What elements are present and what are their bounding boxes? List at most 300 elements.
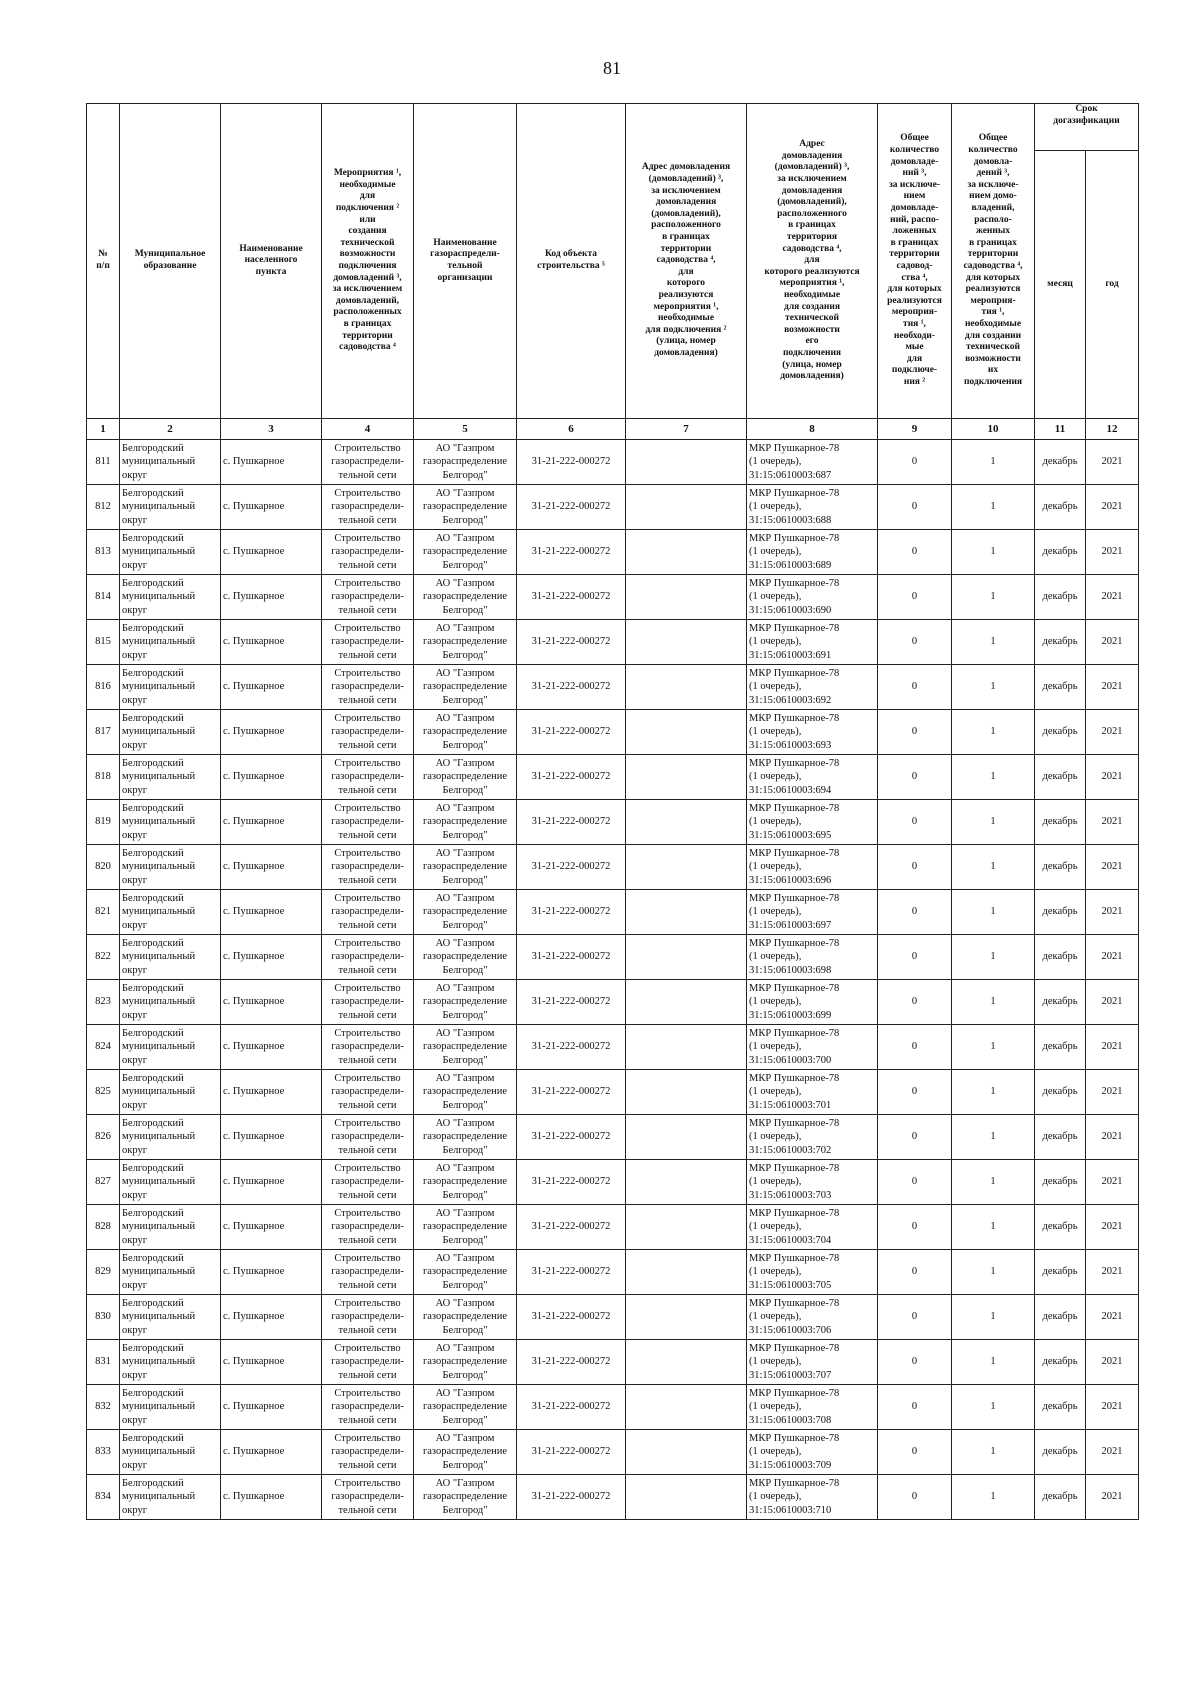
cell-year: 2021 bbox=[1086, 845, 1139, 890]
cell-measures: Строительство газораспредели- тельной сети bbox=[322, 575, 414, 620]
header-municipality: Муниципальное образование bbox=[120, 104, 221, 419]
cell-address-connection bbox=[626, 1250, 747, 1295]
cell-row-number: 817 bbox=[87, 710, 120, 755]
cell-count-connection: 0 bbox=[878, 755, 952, 800]
cell-settlement: с. Пушкарное bbox=[221, 1385, 322, 1430]
cell-organization: АО "Газпром газораспределение Белгород" bbox=[414, 845, 517, 890]
cell-organization: АО "Газпром газораспределение Белгород" bbox=[414, 755, 517, 800]
cell-organization: АО "Газпром газораспределение Белгород" bbox=[414, 1385, 517, 1430]
cell-object-code: 31-21-222-000272 bbox=[517, 800, 626, 845]
cell-row-number: 829 bbox=[87, 1250, 120, 1295]
cell-object-code: 31-21-222-000272 bbox=[517, 1025, 626, 1070]
cell-municipality: Белгородский муниципальный округ bbox=[120, 1115, 221, 1160]
cell-year: 2021 bbox=[1086, 530, 1139, 575]
cell-address-connection bbox=[626, 1025, 747, 1070]
cell-year: 2021 bbox=[1086, 1205, 1139, 1250]
cell-address-technical: МКР Пушкарное-78 (1 очередь), 31:15:0610003:697 bbox=[747, 890, 878, 935]
cell-year: 2021 bbox=[1086, 1430, 1139, 1475]
cell-address-technical: МКР Пушкарное-78 (1 очередь), 31:15:0610003:693 bbox=[747, 710, 878, 755]
cell-object-code: 31-21-222-000272 bbox=[517, 665, 626, 710]
cell-year: 2021 bbox=[1086, 485, 1139, 530]
cell-organization: АО "Газпром газораспределение Белгород" bbox=[414, 1025, 517, 1070]
cell-measures: Строительство газораспредели- тельной сети bbox=[322, 1385, 414, 1430]
cell-organization: АО "Газпром газораспределение Белгород" bbox=[414, 1340, 517, 1385]
cell-year: 2021 bbox=[1086, 620, 1139, 665]
cell-settlement: с. Пушкарное bbox=[221, 575, 322, 620]
column-number: 5 bbox=[414, 419, 517, 440]
page-number: 81 bbox=[603, 58, 621, 78]
cell-organization: АО "Газпром газораспределение Белгород" bbox=[414, 980, 517, 1025]
table-row bbox=[87, 1475, 1139, 1520]
cell-count-technical: 1 bbox=[952, 665, 1035, 710]
table-row bbox=[87, 1160, 1139, 1205]
cell-object-code: 31-21-222-000272 bbox=[517, 845, 626, 890]
cell-object-code: 31-21-222-000272 bbox=[517, 1070, 626, 1115]
cell-address-connection bbox=[626, 980, 747, 1025]
cell-municipality: Белгородский муниципальный округ bbox=[120, 980, 221, 1025]
cell-year: 2021 bbox=[1086, 1160, 1139, 1205]
cell-row-number: 823 bbox=[87, 980, 120, 1025]
cell-row-number: 811 bbox=[87, 440, 120, 485]
cell-settlement: с. Пушкарное bbox=[221, 1250, 322, 1295]
cell-month: декабрь bbox=[1035, 1205, 1086, 1250]
cell-address-connection bbox=[626, 1115, 747, 1160]
cell-row-number: 819 bbox=[87, 800, 120, 845]
cell-object-code: 31-21-222-000272 bbox=[517, 440, 626, 485]
table-row bbox=[87, 1295, 1139, 1340]
cell-municipality: Белгородский муниципальный округ bbox=[120, 800, 221, 845]
cell-count-technical: 1 bbox=[952, 1115, 1035, 1160]
cell-year: 2021 bbox=[1086, 980, 1139, 1025]
cell-settlement: с. Пушкарное bbox=[221, 1475, 322, 1520]
cell-year: 2021 bbox=[1086, 1070, 1139, 1115]
cell-row-number: 825 bbox=[87, 1070, 120, 1115]
header-month: месяц bbox=[1035, 151, 1086, 419]
column-number: 8 bbox=[747, 419, 878, 440]
cell-municipality: Белгородский муниципальный округ bbox=[120, 440, 221, 485]
cell-organization: АО "Газпром газораспределение Белгород" bbox=[414, 665, 517, 710]
cell-count-technical: 1 bbox=[952, 1295, 1035, 1340]
cell-row-number: 832 bbox=[87, 1385, 120, 1430]
cell-settlement: с. Пушкарное bbox=[221, 620, 322, 665]
cell-measures: Строительство газораспредели- тельной сети bbox=[322, 1070, 414, 1115]
header-count-connection: Общее количество домовладе- ний ³, за исключе- нием домовладе- ний, распо- ложенных в границах территории садовод- ства ⁴, для которых реализуются мероприя- тия ¹, необходи- мые для подключе- ния ² bbox=[878, 104, 952, 419]
header-address-connection: Адрес домовладения (домовладений) ³, за исключением домовладения (домовладений), расположенного в границах территории садоводства ⁴, для которого реализуются мероприятия ¹, необходимые для подключения ² (улица, номер домовладения) bbox=[626, 104, 747, 419]
column-number: 6 bbox=[517, 419, 626, 440]
cell-count-technical: 1 bbox=[952, 440, 1035, 485]
cell-municipality: Белгородский муниципальный округ bbox=[120, 1295, 221, 1340]
cell-row-number: 812 bbox=[87, 485, 120, 530]
cell-object-code: 31-21-222-000272 bbox=[517, 485, 626, 530]
table-row bbox=[87, 485, 1139, 530]
header-organization: Наименование газораспредели- тельной организации bbox=[414, 104, 517, 419]
cell-count-technical: 1 bbox=[952, 1340, 1035, 1385]
cell-address-technical: МКР Пушкарное-78 (1 очередь), 31:15:0610003:696 bbox=[747, 845, 878, 890]
cell-count-connection: 0 bbox=[878, 1430, 952, 1475]
cell-address-connection bbox=[626, 485, 747, 530]
cell-count-technical: 1 bbox=[952, 575, 1035, 620]
cell-count-connection: 0 bbox=[878, 980, 952, 1025]
cell-organization: АО "Газпром газораспределение Белгород" bbox=[414, 620, 517, 665]
cell-municipality: Белгородский муниципальный округ bbox=[120, 665, 221, 710]
cell-measures: Строительство газораспредели- тельной сети bbox=[322, 845, 414, 890]
cell-month: декабрь bbox=[1035, 800, 1086, 845]
cell-municipality: Белгородский муниципальный округ bbox=[120, 1250, 221, 1295]
cell-address-technical: МКР Пушкарное-78 (1 очередь), 31:15:0610003:690 bbox=[747, 575, 878, 620]
cell-address-connection bbox=[626, 800, 747, 845]
cell-address-technical: МКР Пушкарное-78 (1 очередь), 31:15:0610003:709 bbox=[747, 1430, 878, 1475]
column-numbers-row bbox=[87, 419, 1139, 440]
cell-address-connection bbox=[626, 1430, 747, 1475]
cell-measures: Строительство газораспредели- тельной сети bbox=[322, 1250, 414, 1295]
cell-year: 2021 bbox=[1086, 665, 1139, 710]
cell-count-connection: 0 bbox=[878, 1205, 952, 1250]
cell-count-connection: 0 bbox=[878, 1070, 952, 1115]
cell-count-connection: 0 bbox=[878, 890, 952, 935]
cell-municipality: Белгородский муниципальный округ bbox=[120, 1340, 221, 1385]
table-row bbox=[87, 845, 1139, 890]
gasification-table bbox=[86, 103, 1139, 1520]
cell-month: декабрь bbox=[1035, 1430, 1086, 1475]
cell-count-technical: 1 bbox=[952, 755, 1035, 800]
cell-municipality: Белгородский муниципальный округ bbox=[120, 1430, 221, 1475]
cell-settlement: с. Пушкарное bbox=[221, 755, 322, 800]
cell-organization: АО "Газпром газораспределение Белгород" bbox=[414, 1115, 517, 1160]
cell-object-code: 31-21-222-000272 bbox=[517, 1340, 626, 1385]
column-number: 10 bbox=[952, 419, 1035, 440]
cell-count-connection: 0 bbox=[878, 530, 952, 575]
cell-row-number: 818 bbox=[87, 755, 120, 800]
cell-count-connection: 0 bbox=[878, 800, 952, 845]
table-row bbox=[87, 665, 1139, 710]
cell-address-technical: МКР Пушкарное-78 (1 очередь), 31:15:0610003:706 bbox=[747, 1295, 878, 1340]
cell-object-code: 31-21-222-000272 bbox=[517, 1475, 626, 1520]
cell-count-technical: 1 bbox=[952, 1205, 1035, 1250]
cell-address-technical: МКР Пушкарное-78 (1 очередь), 31:15:0610003:694 bbox=[747, 755, 878, 800]
cell-organization: АО "Газпром газораспределение Белгород" bbox=[414, 485, 517, 530]
cell-measures: Строительство газораспредели- тельной сети bbox=[322, 1115, 414, 1160]
cell-measures: Строительство газораспредели- тельной сети bbox=[322, 1025, 414, 1070]
table-row bbox=[87, 440, 1139, 485]
cell-row-number: 831 bbox=[87, 1340, 120, 1385]
cell-object-code: 31-21-222-000272 bbox=[517, 1115, 626, 1160]
cell-organization: АО "Газпром газораспределение Белгород" bbox=[414, 1295, 517, 1340]
cell-count-connection: 0 bbox=[878, 485, 952, 530]
cell-year: 2021 bbox=[1086, 1340, 1139, 1385]
header-measures: Мероприятия ¹, необходимые для подключения ² или создания технической возможности подключения домовладений ³, за исключением домовладений, расположенных в границах территории садоводства ⁴ bbox=[322, 104, 414, 419]
cell-object-code: 31-21-222-000272 bbox=[517, 710, 626, 755]
column-number: 3 bbox=[221, 419, 322, 440]
cell-month: декабрь bbox=[1035, 935, 1086, 980]
cell-municipality: Белгородский муниципальный округ bbox=[120, 1385, 221, 1430]
cell-count-technical: 1 bbox=[952, 710, 1035, 755]
cell-address-connection bbox=[626, 665, 747, 710]
cell-organization: АО "Газпром газораспределение Белгород" bbox=[414, 1430, 517, 1475]
cell-month: декабрь bbox=[1035, 575, 1086, 620]
cell-measures: Строительство газораспредели- тельной сети bbox=[322, 620, 414, 665]
cell-municipality: Белгородский муниципальный округ bbox=[120, 755, 221, 800]
cell-address-connection bbox=[626, 575, 747, 620]
cell-organization: АО "Газпром газораспределение Белгород" bbox=[414, 1205, 517, 1250]
cell-settlement: с. Пушкарное bbox=[221, 530, 322, 575]
cell-address-technical: МКР Пушкарное-78 (1 очередь), 31:15:0610003:687 bbox=[747, 440, 878, 485]
cell-measures: Строительство газораспредели- тельной сети bbox=[322, 980, 414, 1025]
cell-count-connection: 0 bbox=[878, 1115, 952, 1160]
table-row bbox=[87, 620, 1139, 665]
column-number: 7 bbox=[626, 419, 747, 440]
column-number: 12 bbox=[1086, 419, 1139, 440]
cell-count-technical: 1 bbox=[952, 1250, 1035, 1295]
cell-municipality: Белгородский муниципальный округ bbox=[120, 1475, 221, 1520]
column-number: 1 bbox=[87, 419, 120, 440]
header-settlement: Наименование населенного пункта bbox=[221, 104, 322, 419]
cell-row-number: 830 bbox=[87, 1295, 120, 1340]
cell-organization: АО "Газпром газораспределение Белгород" bbox=[414, 440, 517, 485]
cell-count-connection: 0 bbox=[878, 1295, 952, 1340]
cell-row-number: 820 bbox=[87, 845, 120, 890]
table-row bbox=[87, 1115, 1139, 1160]
cell-address-connection bbox=[626, 620, 747, 665]
cell-measures: Строительство газораспредели- тельной сети bbox=[322, 665, 414, 710]
cell-month: декабрь bbox=[1035, 845, 1086, 890]
cell-address-connection bbox=[626, 1385, 747, 1430]
cell-settlement: с. Пушкарное bbox=[221, 710, 322, 755]
cell-count-connection: 0 bbox=[878, 710, 952, 755]
cell-settlement: с. Пушкарное bbox=[221, 845, 322, 890]
cell-address-technical: МКР Пушкарное-78 (1 очередь), 31:15:0610003:699 bbox=[747, 980, 878, 1025]
cell-address-technical: МКР Пушкарное-78 (1 очередь), 31:15:0610003:689 bbox=[747, 530, 878, 575]
cell-month: декабрь bbox=[1035, 1475, 1086, 1520]
cell-count-connection: 0 bbox=[878, 620, 952, 665]
cell-count-technical: 1 bbox=[952, 620, 1035, 665]
cell-month: декабрь bbox=[1035, 755, 1086, 800]
cell-address-connection bbox=[626, 1475, 747, 1520]
cell-municipality: Белгородский муниципальный округ bbox=[120, 575, 221, 620]
cell-count-connection: 0 bbox=[878, 1160, 952, 1205]
cell-address-technical: МКР Пушкарное-78 (1 очередь), 31:15:0610003:691 bbox=[747, 620, 878, 665]
cell-address-connection bbox=[626, 1160, 747, 1205]
cell-count-technical: 1 bbox=[952, 845, 1035, 890]
cell-count-technical: 1 bbox=[952, 890, 1035, 935]
cell-count-connection: 0 bbox=[878, 1025, 952, 1070]
cell-address-technical: МКР Пушкарное-78 (1 очередь), 31:15:0610003:705 bbox=[747, 1250, 878, 1295]
cell-row-number: 834 bbox=[87, 1475, 120, 1520]
cell-address-technical: МКР Пушкарное-78 (1 очередь), 31:15:0610003:710 bbox=[747, 1475, 878, 1520]
cell-settlement: с. Пушкарное bbox=[221, 1070, 322, 1115]
column-number: 9 bbox=[878, 419, 952, 440]
cell-row-number: 824 bbox=[87, 1025, 120, 1070]
cell-month: декабрь bbox=[1035, 1025, 1086, 1070]
cell-count-connection: 0 bbox=[878, 935, 952, 980]
table-row bbox=[87, 1340, 1139, 1385]
table-row bbox=[87, 1385, 1139, 1430]
header-count-technical: Общее количество домовла- дений ³, за исключе- нием домо- владений, располо- женных в границах территории садоводства ⁴, для которых реализуются мероприя- тия ¹, необходимые для создании технической возможности их подключения bbox=[952, 104, 1035, 419]
table-row bbox=[87, 1025, 1139, 1070]
cell-municipality: Белгородский муниципальный округ bbox=[120, 845, 221, 890]
cell-address-technical: МКР Пушкарное-78 (1 очередь), 31:15:0610003:698 bbox=[747, 935, 878, 980]
cell-year: 2021 bbox=[1086, 1475, 1139, 1520]
header-number: № п/п bbox=[87, 104, 120, 419]
cell-year: 2021 bbox=[1086, 755, 1139, 800]
cell-row-number: 833 bbox=[87, 1430, 120, 1475]
cell-count-technical: 1 bbox=[952, 1160, 1035, 1205]
cell-count-connection: 0 bbox=[878, 1385, 952, 1430]
table-body bbox=[87, 440, 1139, 1520]
cell-row-number: 816 bbox=[87, 665, 120, 710]
cell-month: декабрь bbox=[1035, 440, 1086, 485]
cell-address-connection bbox=[626, 755, 747, 800]
cell-measures: Строительство газораспредели- тельной сети bbox=[322, 440, 414, 485]
cell-address-technical: МКР Пушкарное-78 (1 очередь), 31:15:0610003:703 bbox=[747, 1160, 878, 1205]
cell-object-code: 31-21-222-000272 bbox=[517, 1295, 626, 1340]
cell-measures: Строительство газораспредели- тельной сети bbox=[322, 1340, 414, 1385]
cell-month: декабрь bbox=[1035, 530, 1086, 575]
cell-address-connection bbox=[626, 530, 747, 575]
cell-object-code: 31-21-222-000272 bbox=[517, 1430, 626, 1475]
cell-settlement: с. Пушкарное bbox=[221, 1115, 322, 1160]
cell-count-connection: 0 bbox=[878, 1250, 952, 1295]
table-row bbox=[87, 1205, 1139, 1250]
header-deadline-group: Срок догазификации bbox=[1035, 104, 1139, 151]
cell-municipality: Белгородский муниципальный округ bbox=[120, 1025, 221, 1070]
cell-municipality: Белгородский муниципальный округ bbox=[120, 530, 221, 575]
cell-address-connection bbox=[626, 710, 747, 755]
cell-object-code: 31-21-222-000272 bbox=[517, 575, 626, 620]
cell-year: 2021 bbox=[1086, 1025, 1139, 1070]
cell-month: декабрь bbox=[1035, 1160, 1086, 1205]
cell-year: 2021 bbox=[1086, 440, 1139, 485]
table-row bbox=[87, 935, 1139, 980]
cell-settlement: с. Пушкарное bbox=[221, 980, 322, 1025]
cell-municipality: Белгородский муниципальный округ bbox=[120, 935, 221, 980]
cell-measures: Строительство газораспредели- тельной сети bbox=[322, 1295, 414, 1340]
table-row bbox=[87, 1430, 1139, 1475]
cell-row-number: 828 bbox=[87, 1205, 120, 1250]
cell-row-number: 813 bbox=[87, 530, 120, 575]
cell-month: декабрь bbox=[1035, 980, 1086, 1025]
cell-month: декабрь bbox=[1035, 665, 1086, 710]
cell-settlement: с. Пушкарное bbox=[221, 1295, 322, 1340]
cell-address-connection bbox=[626, 845, 747, 890]
cell-count-technical: 1 bbox=[952, 980, 1035, 1025]
cell-address-connection bbox=[626, 440, 747, 485]
cell-year: 2021 bbox=[1086, 1295, 1139, 1340]
cell-year: 2021 bbox=[1086, 575, 1139, 620]
cell-count-technical: 1 bbox=[952, 1430, 1035, 1475]
cell-settlement: с. Пушкарное bbox=[221, 1160, 322, 1205]
cell-settlement: с. Пушкарное bbox=[221, 665, 322, 710]
cell-measures: Строительство газораспредели- тельной сети bbox=[322, 485, 414, 530]
cell-settlement: с. Пушкарное bbox=[221, 1340, 322, 1385]
cell-count-connection: 0 bbox=[878, 1340, 952, 1385]
cell-settlement: с. Пушкарное bbox=[221, 890, 322, 935]
cell-municipality: Белгородский муниципальный округ bbox=[120, 1070, 221, 1115]
table-row bbox=[87, 890, 1139, 935]
cell-measures: Строительство газораспредели- тельной сети bbox=[322, 755, 414, 800]
cell-count-technical: 1 bbox=[952, 1385, 1035, 1430]
cell-address-connection bbox=[626, 1070, 747, 1115]
cell-month: декабрь bbox=[1035, 710, 1086, 755]
cell-count-technical: 1 bbox=[952, 530, 1035, 575]
cell-month: декабрь bbox=[1035, 1115, 1086, 1160]
cell-settlement: с. Пушкарное bbox=[221, 1430, 322, 1475]
cell-address-technical: МКР Пушкарное-78 (1 очередь), 31:15:0610003:688 bbox=[747, 485, 878, 530]
cell-address-connection bbox=[626, 1340, 747, 1385]
table-row bbox=[87, 800, 1139, 845]
cell-municipality: Белгородский муниципальный округ bbox=[120, 1205, 221, 1250]
cell-address-connection bbox=[626, 935, 747, 980]
cell-count-connection: 0 bbox=[878, 665, 952, 710]
cell-address-technical: МКР Пушкарное-78 (1 очередь), 31:15:0610003:700 bbox=[747, 1025, 878, 1070]
cell-measures: Строительство газораспредели- тельной сети bbox=[322, 1205, 414, 1250]
cell-count-connection: 0 bbox=[878, 440, 952, 485]
cell-measures: Строительство газораспредели- тельной сети bbox=[322, 800, 414, 845]
cell-organization: АО "Газпром газораспределение Белгород" bbox=[414, 1070, 517, 1115]
cell-year: 2021 bbox=[1086, 1250, 1139, 1295]
table-row bbox=[87, 575, 1139, 620]
cell-settlement: с. Пушкарное bbox=[221, 1205, 322, 1250]
cell-year: 2021 bbox=[1086, 890, 1139, 935]
cell-object-code: 31-21-222-000272 bbox=[517, 890, 626, 935]
cell-measures: Строительство газораспредели- тельной сети bbox=[322, 935, 414, 980]
cell-month: декабрь bbox=[1035, 1250, 1086, 1295]
table-row bbox=[87, 1250, 1139, 1295]
cell-row-number: 827 bbox=[87, 1160, 120, 1205]
cell-organization: АО "Газпром газораспределение Белгород" bbox=[414, 890, 517, 935]
cell-measures: Строительство газораспредели- тельной сети bbox=[322, 1430, 414, 1475]
cell-month: декабрь bbox=[1035, 1385, 1086, 1430]
cell-row-number: 822 bbox=[87, 935, 120, 980]
cell-settlement: с. Пушкарное bbox=[221, 1025, 322, 1070]
cell-count-technical: 1 bbox=[952, 1025, 1035, 1070]
cell-address-technical: МКР Пушкарное-78 (1 очередь), 31:15:0610003:701 bbox=[747, 1070, 878, 1115]
cell-measures: Строительство газораспредели- тельной сети bbox=[322, 1160, 414, 1205]
cell-address-technical: МКР Пушкарное-78 (1 очередь), 31:15:0610003:707 bbox=[747, 1340, 878, 1385]
cell-row-number: 815 bbox=[87, 620, 120, 665]
cell-organization: АО "Газпром газораспределение Белгород" bbox=[414, 530, 517, 575]
cell-count-technical: 1 bbox=[952, 935, 1035, 980]
cell-address-technical: МКР Пушкарное-78 (1 очередь), 31:15:0610003:704 bbox=[747, 1205, 878, 1250]
table-row bbox=[87, 530, 1139, 575]
cell-settlement: с. Пушкарное bbox=[221, 485, 322, 530]
column-number: 2 bbox=[120, 419, 221, 440]
cell-settlement: с. Пушкарное bbox=[221, 440, 322, 485]
cell-object-code: 31-21-222-000272 bbox=[517, 1250, 626, 1295]
cell-municipality: Белгородский муниципальный округ bbox=[120, 890, 221, 935]
cell-object-code: 31-21-222-000272 bbox=[517, 530, 626, 575]
cell-year: 2021 bbox=[1086, 935, 1139, 980]
cell-object-code: 31-21-222-000272 bbox=[517, 980, 626, 1025]
cell-organization: АО "Газпром газораспределение Белгород" bbox=[414, 1250, 517, 1295]
cell-organization: АО "Газпром газораспределение Белгород" bbox=[414, 800, 517, 845]
cell-month: декабрь bbox=[1035, 620, 1086, 665]
table-row bbox=[87, 1070, 1139, 1115]
cell-year: 2021 bbox=[1086, 1385, 1139, 1430]
table-row bbox=[87, 755, 1139, 800]
cell-month: декабрь bbox=[1035, 1295, 1086, 1340]
cell-measures: Строительство газораспредели- тельной сети bbox=[322, 890, 414, 935]
cell-organization: АО "Газпром газораспределение Белгород" bbox=[414, 710, 517, 755]
cell-address-technical: МКР Пушкарное-78 (1 очередь), 31:15:0610003:692 bbox=[747, 665, 878, 710]
cell-month: декабрь bbox=[1035, 1070, 1086, 1115]
cell-year: 2021 bbox=[1086, 1115, 1139, 1160]
cell-municipality: Белгородский муниципальный округ bbox=[120, 485, 221, 530]
cell-object-code: 31-21-222-000272 bbox=[517, 1205, 626, 1250]
cell-object-code: 31-21-222-000272 bbox=[517, 620, 626, 665]
table-row bbox=[87, 710, 1139, 755]
cell-address-connection bbox=[626, 1295, 747, 1340]
cell-address-technical: МКР Пушкарное-78 (1 очередь), 31:15:0610003:695 bbox=[747, 800, 878, 845]
